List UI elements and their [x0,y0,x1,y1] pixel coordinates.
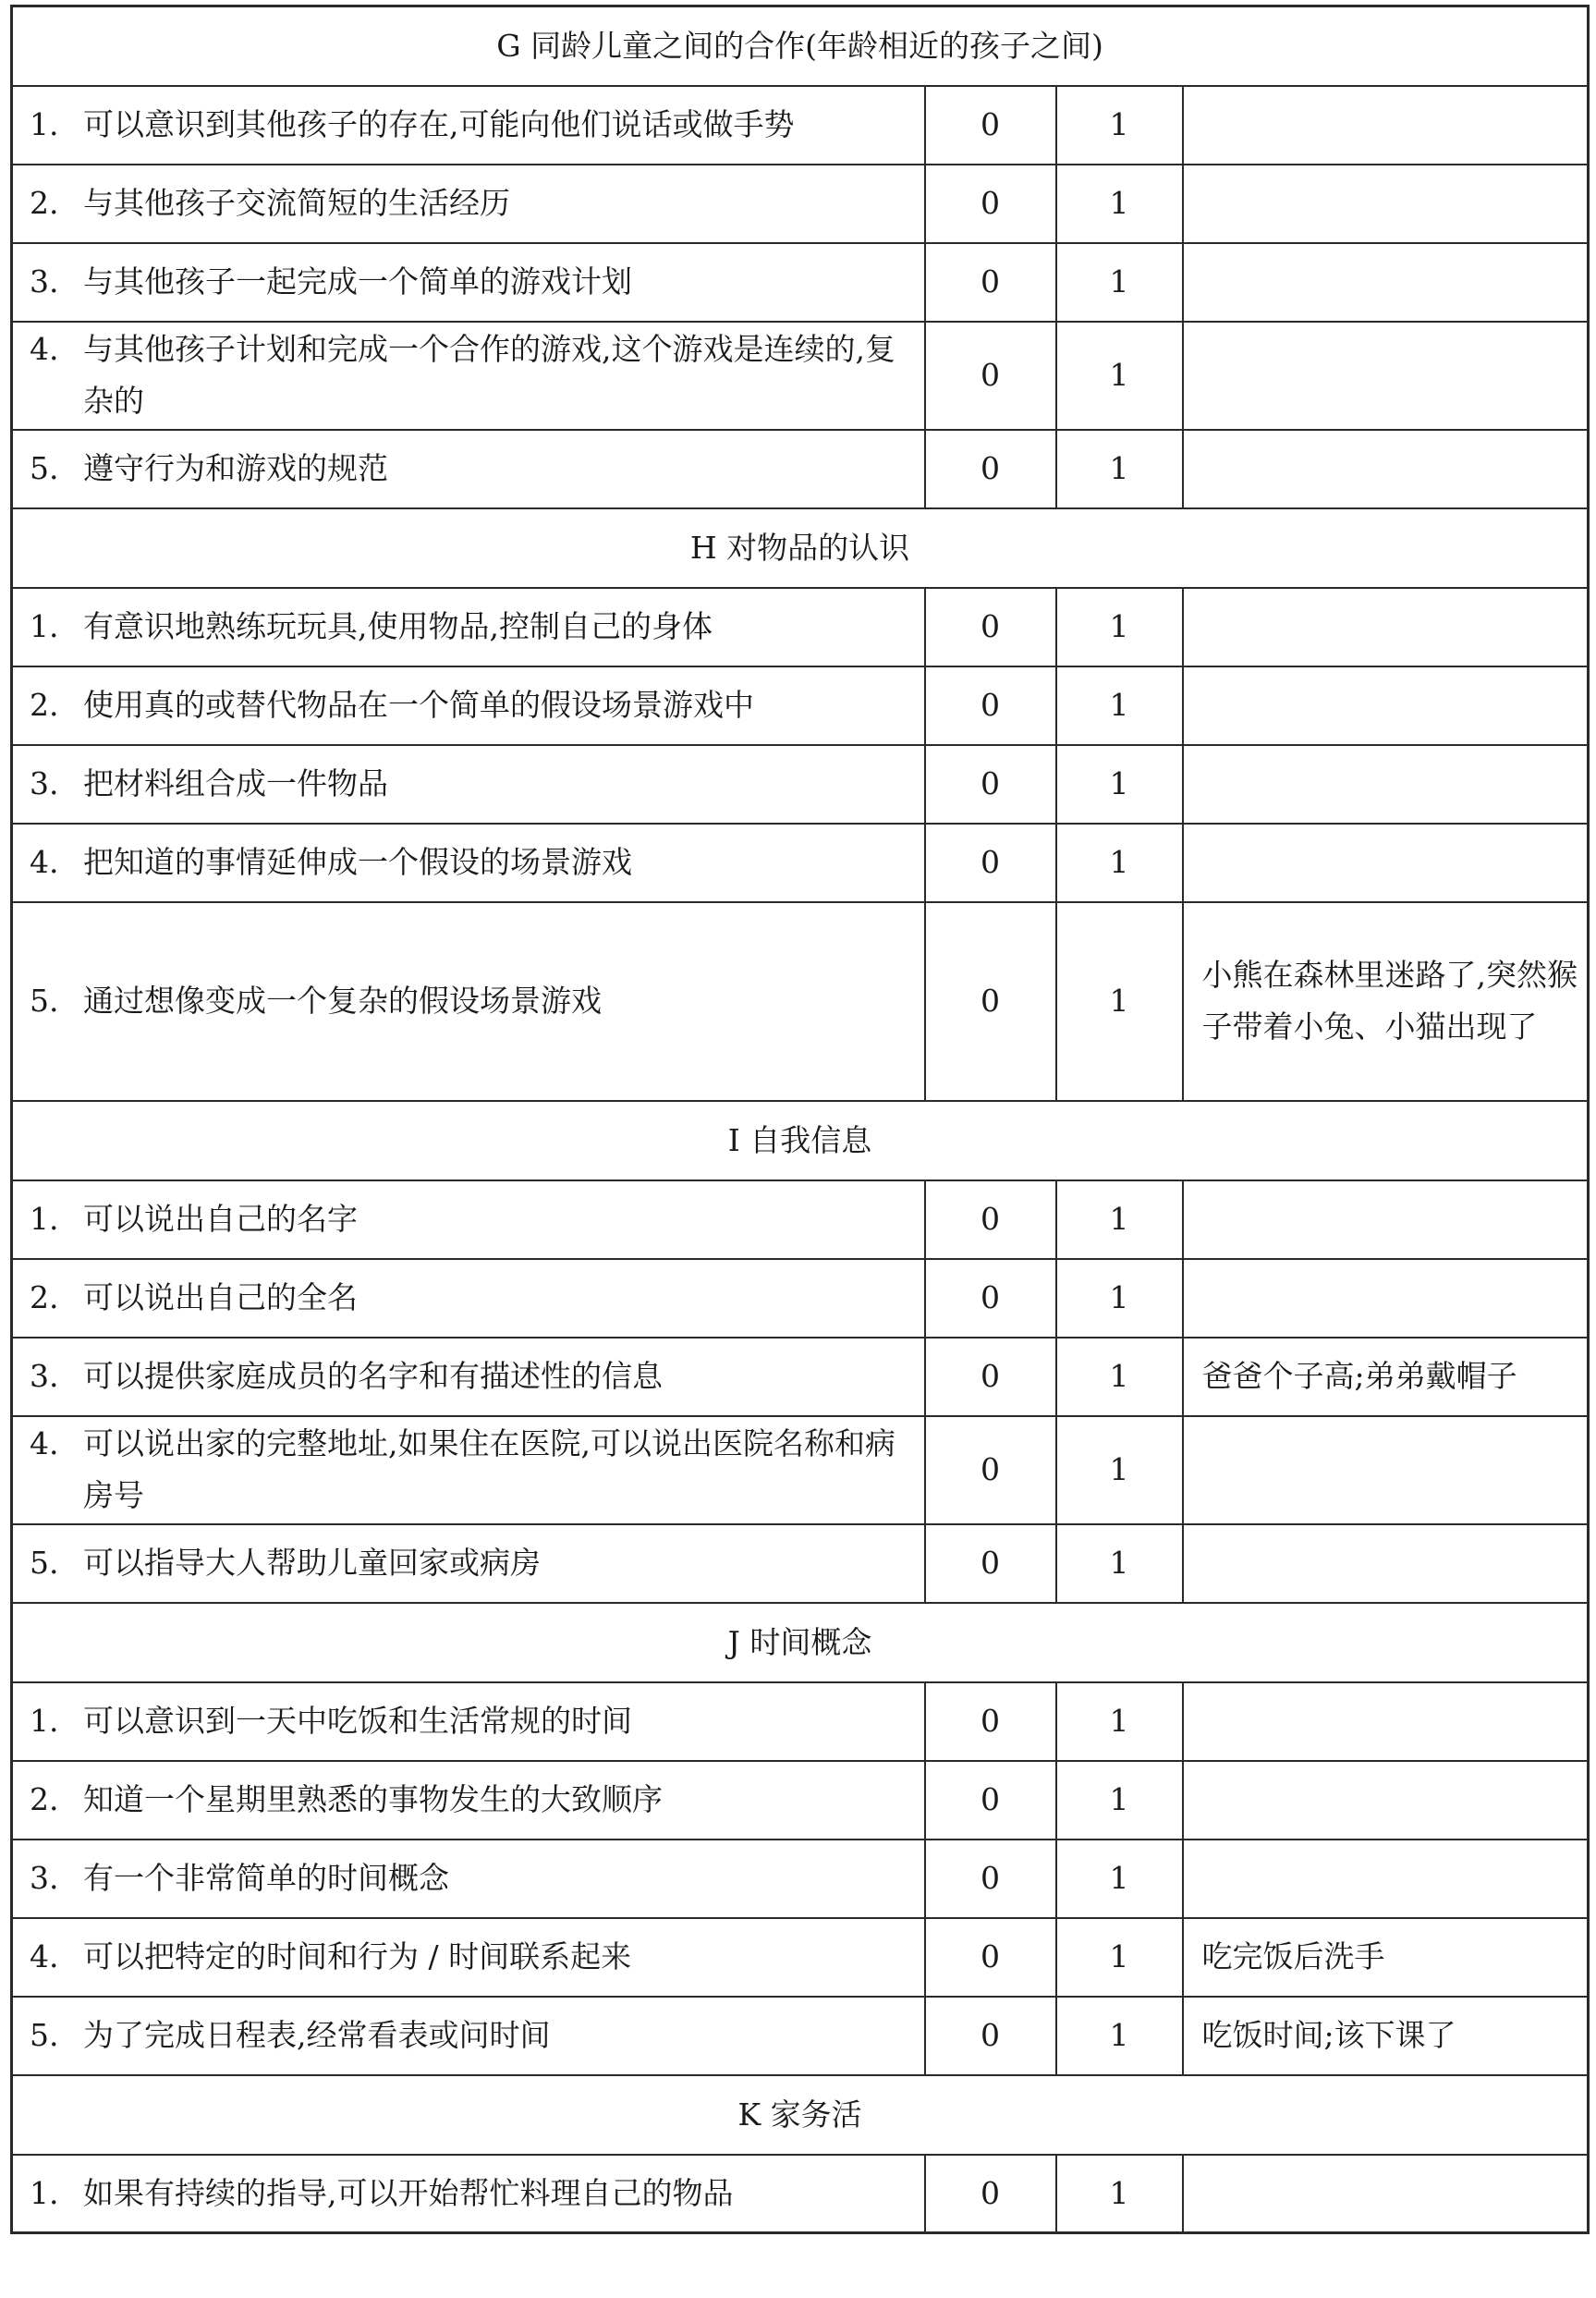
table-row [12,1524,1589,1603]
item-text: 把知道的事情延伸成一个假设的场景游戏 [83,844,632,880]
score-one: 1 [1056,1840,1183,1918]
item-number: 4. [30,1938,59,1974]
score-zero: 0 [925,1918,1056,1997]
note-cell [1183,666,1589,745]
score-one: 1 [1056,1416,1183,1524]
item-number: 3. [30,263,59,299]
note-cell [1183,745,1589,824]
table-row [12,1997,1589,2075]
table-row [12,745,1589,824]
item-cell [12,165,925,243]
section-title: H 对物品的认识 [12,508,1589,588]
item-text: 有意识地熟练玩玩具,使用物品,控制自己的身体 [83,608,713,644]
item-text: 可以意识到其他孩子的存在,可能向他们说话或做手势 [83,106,795,142]
table-row [12,1918,1589,1997]
note-cell [1183,86,1589,165]
note-cell [1183,1180,1589,1259]
note-cell [1183,322,1589,430]
note-cell: 小熊在森林里迷路了,突然猴子带着小兔、小猫出现了 [1183,902,1589,1101]
note-cell [1183,2155,1589,2233]
note-cell [1183,588,1589,666]
score-zero: 0 [925,1524,1056,1603]
table-row [12,1180,1589,1259]
score-zero: 0 [925,824,1056,902]
table-row [12,86,1589,165]
table-row [12,430,1589,508]
score-one: 1 [1056,1997,1183,2075]
note-cell [1183,1682,1589,1761]
score-one: 1 [1056,243,1183,322]
item-number: 2. [30,185,59,221]
score-one: 1 [1056,1918,1183,1997]
item-text: 如果有持续的指导,可以开始帮忙料理自己的物品 [83,2174,734,2211]
item-number: 5. [30,983,59,1019]
item-cell [12,902,925,1101]
score-zero: 0 [925,666,1056,745]
table-row [12,1682,1589,1761]
score-one: 1 [1056,2155,1183,2233]
score-zero: 0 [925,1840,1056,1918]
score-one: 1 [1056,824,1183,902]
section-header-row [12,1101,1589,1180]
item-text: 把材料组合成一件物品 [83,765,388,801]
table-row [12,902,1589,1101]
table-row [12,1761,1589,1840]
score-one: 1 [1056,1338,1183,1416]
table-row [12,2155,1589,2233]
item-text: 可以说出自己的全名 [83,1279,358,1315]
item-cell [12,1416,925,1524]
item-cell [12,1180,925,1259]
score-zero: 0 [925,1416,1056,1524]
section-header-row [12,508,1589,588]
item-number: 1. [30,1201,59,1237]
section-title: J 时间概念 [12,1603,1589,1682]
item-text: 可以提供家庭成员的名字和有描述性的信息 [83,1358,663,1394]
item-number: 1. [30,608,59,644]
item-text: 为了完成日程表,经常看表或问时间 [83,2017,551,2053]
assessment-table [10,5,1590,2234]
section-header-row [12,1603,1589,1682]
section-title: G 同龄儿童之间的合作(年龄相近的孩子之间) [12,6,1589,86]
score-zero: 0 [925,165,1056,243]
item-cell [12,2155,925,2233]
item-number: 4. [30,844,59,880]
item-text: 知道一个星期里熟悉的事物发生的大致顺序 [83,1781,663,1817]
score-zero: 0 [925,86,1056,165]
note-cell [1183,1840,1589,1918]
item-cell [12,666,925,745]
item-text: 可以意识到一天中吃饭和生活常规的时间 [83,1703,632,1739]
score-one: 1 [1056,322,1183,430]
score-one: 1 [1056,588,1183,666]
score-zero: 0 [925,1682,1056,1761]
score-one: 1 [1056,1761,1183,1840]
score-zero: 0 [925,2155,1056,2233]
score-one: 1 [1056,1682,1183,1761]
score-one: 1 [1056,666,1183,745]
section-header-row [12,6,1589,86]
item-text: 使用真的或替代物品在一个简单的假设场景游戏中 [83,687,754,723]
item-text: 可以把特定的时间和行为 / 时间联系起来 [83,1938,632,1974]
item-number: 1. [30,2174,59,2211]
item-text: 与其他孩子交流简短的生活经历 [83,185,510,221]
note-cell [1183,824,1589,902]
item-number: 3. [30,1358,59,1394]
item-number: 1. [30,1703,59,1739]
item-text: 可以说出自己的名字 [83,1201,358,1237]
item-text: 遵守行为和游戏的规范 [83,450,388,486]
score-one: 1 [1056,86,1183,165]
item-number: 2. [30,1279,59,1315]
score-zero: 0 [925,322,1056,430]
section-title: I 自我信息 [12,1101,1589,1180]
table-row [12,1338,1589,1416]
item-number: 3. [30,1860,59,1896]
score-zero: 0 [925,1259,1056,1338]
note-cell: 爸爸个子高;弟弟戴帽子 [1183,1338,1589,1416]
item-cell [12,1682,925,1761]
item-cell [12,1918,925,1997]
table-row [12,322,1589,430]
note-cell [1183,1259,1589,1338]
item-cell [12,1840,925,1918]
score-one: 1 [1056,1524,1183,1603]
item-number: 4. [30,1425,59,1461]
table-row [12,824,1589,902]
section-title: K 家务活 [12,2075,1589,2155]
item-text: 有一个非常简单的时间概念 [83,1860,449,1896]
section-header-row [12,2075,1589,2155]
item-text: 通过想像变成一个复杂的假设场景游戏 [83,983,602,1019]
note-cell [1183,243,1589,322]
note-cell: 吃完饭后洗手 [1183,1918,1589,1997]
score-zero: 0 [925,1180,1056,1259]
table-row [12,666,1589,745]
item-text: 与其他孩子一起完成一个简单的游戏计划 [83,263,632,299]
item-cell [12,824,925,902]
item-cell [12,588,925,666]
item-cell [12,322,925,430]
score-zero: 0 [925,243,1056,322]
score-one: 1 [1056,902,1183,1101]
item-text: 可以说出家的完整地址,如果住在医院,可以说出医院名称和病房号 [83,1425,895,1513]
score-one: 1 [1056,1259,1183,1338]
table-row [12,1259,1589,1338]
item-number: 2. [30,1781,59,1817]
item-cell [12,86,925,165]
score-zero: 0 [925,902,1056,1101]
score-zero: 0 [925,1997,1056,2075]
item-cell [12,1997,925,2075]
note-cell [1183,1761,1589,1840]
score-zero: 0 [925,1761,1056,1840]
note-cell [1183,165,1589,243]
item-cell [12,1338,925,1416]
score-one: 1 [1056,1180,1183,1259]
note-cell [1183,430,1589,508]
item-number: 3. [30,765,59,801]
score-one: 1 [1056,745,1183,824]
item-number: 5. [30,1545,59,1581]
item-cell [12,745,925,824]
item-cell [12,1761,925,1840]
item-text: 与其他孩子计划和完成一个合作的游戏,这个游戏是连续的,复杂的 [83,331,895,419]
score-one: 1 [1056,165,1183,243]
item-text: 可以指导大人帮助儿童回家或病房 [83,1545,541,1581]
item-cell [12,1524,925,1603]
table-row [12,1416,1589,1524]
table-row [12,243,1589,322]
item-number: 4. [30,331,59,367]
table-row [12,165,1589,243]
score-zero: 0 [925,588,1056,666]
item-cell [12,1259,925,1338]
table-row [12,1840,1589,1918]
score-zero: 0 [925,430,1056,508]
item-number: 1. [30,106,59,142]
table-row [12,588,1589,666]
note-cell [1183,1416,1589,1524]
note-cell: 吃饭时间;该下课了 [1183,1997,1589,2075]
item-cell [12,243,925,322]
item-number: 5. [30,450,59,486]
item-number: 2. [30,687,59,723]
note-cell [1183,1524,1589,1603]
item-cell [12,430,925,508]
score-zero: 0 [925,1338,1056,1416]
score-zero: 0 [925,745,1056,824]
score-one: 1 [1056,430,1183,508]
item-number: 5. [30,2017,59,2053]
